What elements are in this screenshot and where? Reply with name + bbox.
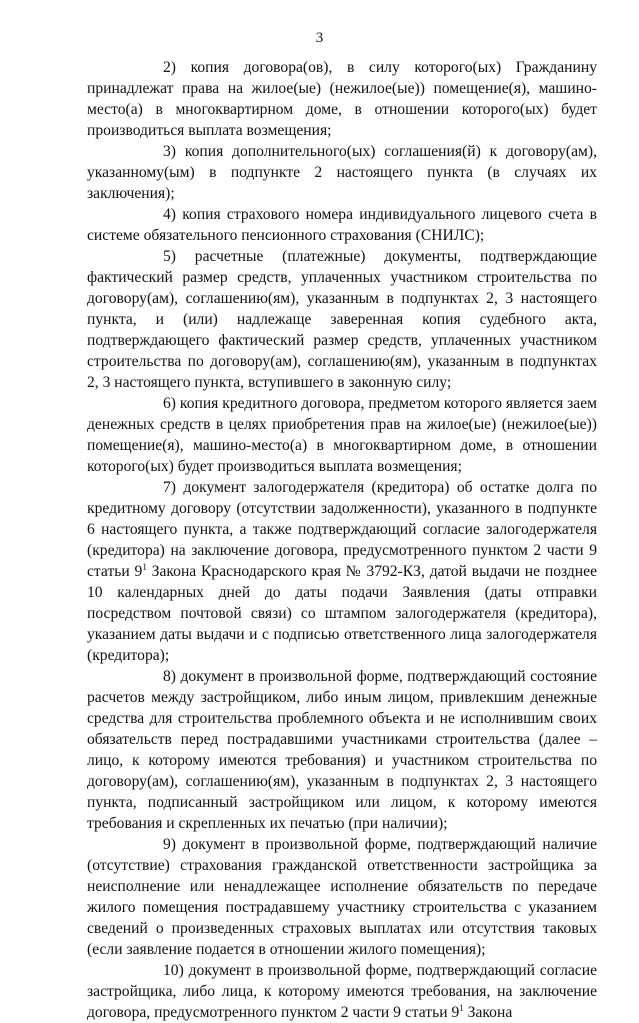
item-number: 10) — [163, 962, 184, 979]
page-number: 3 — [315, 30, 324, 46]
list-item-7 — [87, 477, 597, 666]
item-number: 9) — [163, 836, 176, 853]
document-body — [87, 57, 597, 1023]
item-text-continued: Закона — [463, 1004, 513, 1021]
item-text: копия страхового номера индивидуального лицевого счета в системе обязательного пенсионного страхования (СНИЛС); — [87, 206, 597, 244]
item-number: 3) — [163, 143, 176, 160]
item-text: документ в произвольной форме, подтверждающий состояние расчетов между застройщиком, либо иным лицом, привлекшим денежные средства для строительства проблемного объекта и не исполнившим своих обязательств перед пострадавшими участниками строительства (далее – лицо, к которому имеются требования) и участником строительства по договору(ам), соглашению(ям), указанным в подпунктах 2, 3 настоящего пункта, подписанный застройщиком или лицом, к которому имеются требования и скрепленных их печатью (при наличии); — [87, 668, 597, 832]
item-text: документ в произвольной форме, подтверждающий согласие застройщика, либо лица, к которому имеются требования, на заключение договора, предусмотренного пунктом 2 части 9 статьи 9 — [87, 962, 597, 1021]
item-text: документ залогодержателя (кредитора) об остатке долга по кредитному договору (отсутствии задолженности), указанного в подпункте 6 настоящего пункта, а также подтверждающий согласие залогодержателя (кредитора) на заключение договора, предусмотренного пунктом 2 части 9 статьи 9 — [87, 479, 597, 580]
list-item-5 — [87, 246, 597, 393]
item-text: документ в произвольной форме, подтверждающий наличие (отсутствие) страхования гражданской ответственности застройщика за неисполнение или ненадлежащее исполнение обязательств по передаче жилого помещения пострадавшему участнику строительства с указанием сведений о произведенных страховых выплатах или отсутствия таковых (если заявление подается в отношении жилого помещения); — [87, 836, 597, 958]
item-number: 8) — [163, 668, 176, 685]
item-text: копия договора(ов), в силу которого(ых) Гражданину принадлежат права на жилое(ые) (нежилое(ые)) помещение(я), машино-место(а) в многоквартирном доме, в отношении которого(ых) будет производиться выплата возмещения; — [87, 59, 597, 139]
list-item-8 — [87, 666, 597, 834]
superscript: 1 — [459, 1002, 464, 1013]
item-number: 6) — [163, 395, 176, 412]
item-number: 4) — [163, 206, 176, 223]
item-text: копия кредитного договора, предметом которого является заем денежных средств в целях приобретения прав на жилое(ые) (нежилое(ые)) помещение(я), машино-место(а) в многоквартирном доме, в отношении которого(ых) будет производиться выплата возмещения; — [87, 395, 597, 475]
list-item-6 — [87, 393, 597, 477]
item-text: расчетные (платежные) документы, подтверждающие фактический размер средств, уплаченных участником строительства по договору(ам), соглашению(ям), указанным в подпунктах 2, 3 настоящего пункта, и (или) надлежаще заверенная копия судебного акта, подтверждающего фактический размер средств, уплаченных участником строительства по договору(ам), соглашению(ям), указанным в подпунктах 2, 3 настоящего пункта, вступившего в законную силу; — [87, 248, 597, 391]
item-text-continued: Закона Краснодарского края № 3792-КЗ, датой выдачи не позднее 10 календарных дней до даты подачи Заявления (даты отправки посредством почтовой связи) со штампом залогодержателя (кредитора), указанием даты выдачи и с подписью ответственного лица залогодержателя (кредитора); — [87, 563, 597, 664]
list-item-3 — [87, 141, 597, 204]
item-number: 2) — [163, 59, 176, 76]
list-item-2 — [87, 57, 597, 141]
item-number: 7) — [163, 479, 176, 496]
list-item-10 — [87, 960, 597, 1023]
list-item-4 — [87, 204, 597, 246]
item-text: копия дополнительного(ых) соглашения(й) к договору(ам), указанному(ым) в подпункте 2 настоящего пункта (в случаях их заключения); — [87, 143, 597, 202]
list-item-9 — [87, 834, 597, 960]
item-number: 5) — [163, 248, 176, 265]
superscript: 1 — [142, 561, 147, 572]
